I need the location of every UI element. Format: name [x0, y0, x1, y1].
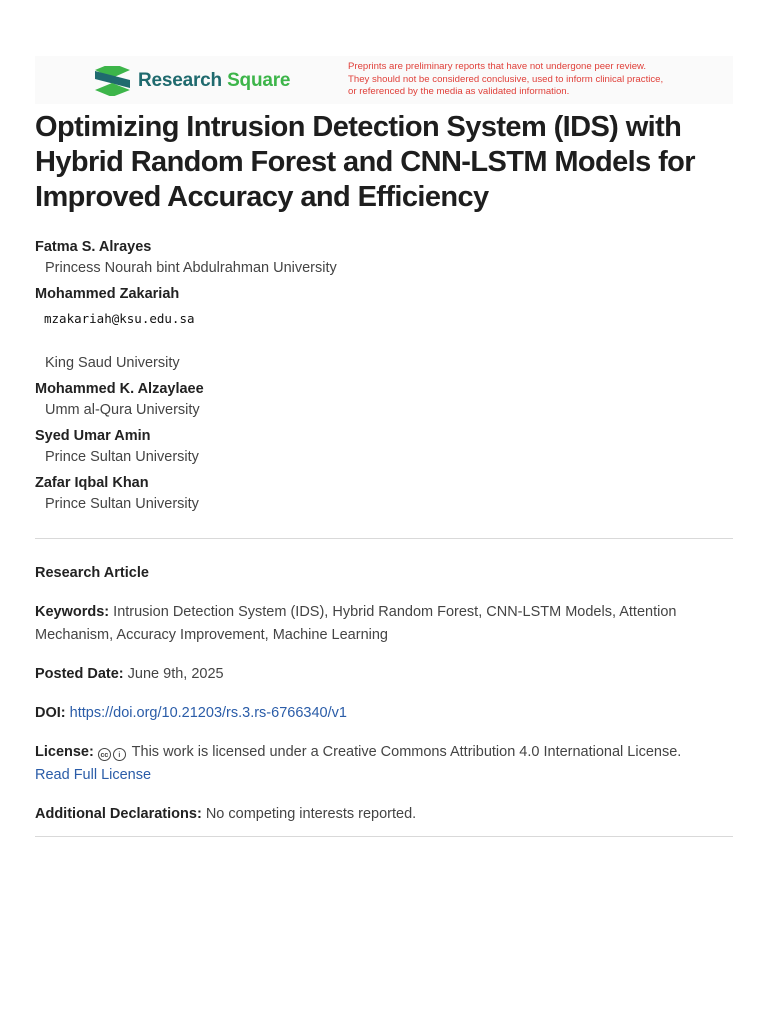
- disclaimer-line: They should not be considered conclusive, used to inform clinical practice,: [348, 73, 664, 85]
- license-label: License:: [35, 744, 94, 760]
- keywords-label: Keywords:: [35, 604, 110, 620]
- creative-commons-icon: cc: [98, 748, 111, 761]
- author-affiliation: King Saud University: [45, 355, 180, 371]
- paper-title: Optimizing Intrusion Detection System (IDS) with Hybrid Random Forest and CNN-LSTM Models for Improved Accuracy and Efficiency: [35, 111, 695, 213]
- research-square-logo-icon: [94, 66, 131, 96]
- author-name: Syed Umar Amin: [35, 428, 151, 444]
- posted-date: [35, 663, 733, 686]
- keywords: [35, 601, 733, 647]
- author-name: Fatma S. Alrayes: [35, 239, 152, 255]
- author-affiliation: Umm al-Qura University: [45, 402, 200, 418]
- license: [35, 741, 733, 787]
- declarations-label: Additional Declarations:: [35, 806, 202, 822]
- posted-date-label: Posted Date:: [35, 666, 124, 682]
- author-list: [35, 238, 735, 521]
- author-name: Mohammed K. Alzaylaee: [35, 381, 204, 397]
- license-text: This work is licensed under a Creative Commons Attribution 4.0 International License.: [131, 744, 682, 760]
- disclaimer-line: Preprints are preliminary reports that have not undergone peer review.: [348, 61, 647, 72]
- keywords-value: Intrusion Detection System (IDS), Hybrid Random Forest, CNN-LSTM Models, Attention Mechanism, Accuracy Improvement, Machine Learning: [35, 604, 677, 643]
- doi: [35, 702, 733, 725]
- disclaimer-line: or referenced by the media as validated information.: [348, 86, 570, 97]
- read-full-license-link[interactable]: Read Full License: [35, 767, 152, 783]
- author-name: Mohammed Zakariah: [35, 286, 180, 302]
- preprint-disclaimer: [348, 61, 708, 99]
- divider: [35, 538, 733, 539]
- author-email[interactable]: mzakariah@ksu.edu.sa: [44, 311, 195, 326]
- author-affiliation: Princess Nourah bint Abdulrahman University: [45, 260, 337, 276]
- article-type-label: Research Article: [35, 565, 149, 581]
- attribution-icon: i: [113, 748, 126, 761]
- author-affiliation: Prince Sultan University: [45, 496, 199, 512]
- author-name: Zafar Iqbal Khan: [35, 475, 149, 491]
- article-type: [35, 562, 733, 585]
- divider: [35, 836, 733, 837]
- doi-link[interactable]: https://doi.org/10.21203/rs.3.rs-6766340/v1: [69, 705, 347, 721]
- brand-word-square: Square: [227, 70, 291, 91]
- author-affiliation: Prince Sultan University: [45, 449, 199, 465]
- declarations-value: No competing interests reported.: [205, 806, 417, 822]
- brand-name: [138, 70, 290, 92]
- posted-date-value: June 9th, 2025: [127, 666, 224, 682]
- brand-word-research: Research: [138, 70, 222, 91]
- research-square-logo[interactable]: [94, 66, 290, 96]
- additional-declarations: [35, 803, 733, 826]
- doi-label: DOI:: [35, 705, 66, 721]
